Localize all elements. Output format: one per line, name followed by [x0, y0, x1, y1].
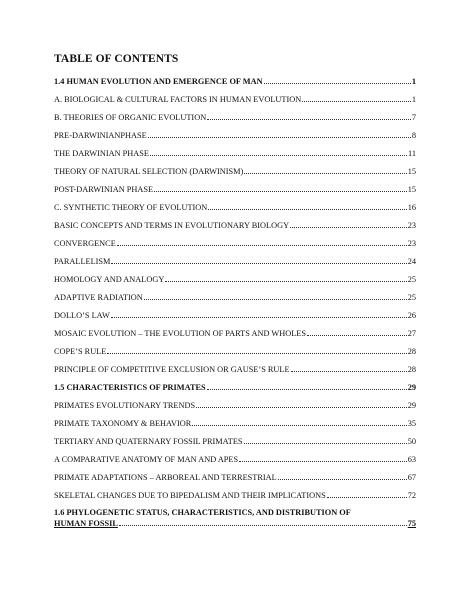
toc-leader	[244, 166, 406, 174]
toc-entry-label: ADAPTIVE RADIATION	[54, 293, 143, 302]
toc-entry-label: B. THEORIES OF ORGANIC EVOLUTION	[54, 113, 207, 122]
toc-leader	[111, 256, 406, 264]
toc-entry[interactable]	[54, 148, 416, 159]
toc-entry-page: 15	[407, 185, 416, 194]
toc-entry-last-line2-row	[54, 518, 416, 529]
toc-leader	[239, 454, 407, 462]
toc-entry-page: 1	[411, 77, 416, 86]
toc-entry-last-line2: HUMAN FOSSIL	[54, 519, 118, 528]
toc-entry[interactable]	[54, 220, 416, 231]
toc-leader	[327, 490, 407, 498]
toc-entry-page: 24	[407, 257, 416, 266]
toc-entry[interactable]	[54, 166, 416, 177]
toc-entry-page: 23	[407, 221, 416, 230]
toc-entry[interactable]	[54, 130, 416, 141]
toc-entry-page: 29	[407, 401, 416, 410]
toc-entry-page: 67	[407, 473, 416, 482]
toc-entry-page: 25	[407, 275, 416, 284]
toc-entry-page: 16	[407, 203, 416, 212]
toc-entry-label: CONVERGENCE	[54, 239, 116, 248]
toc-leader	[302, 94, 411, 102]
toc-entry-page: 28	[407, 347, 416, 356]
toc-entry-label: THEORY OF NATURAL SELECTION (DARWINISM)	[54, 167, 244, 176]
toc-entry-page: 35	[407, 419, 416, 428]
toc-leader	[107, 346, 406, 354]
toc-leader	[207, 382, 407, 390]
toc-entry-page: 15	[407, 167, 416, 176]
toc-entry[interactable]	[54, 202, 416, 213]
toc-leader	[207, 112, 411, 120]
toc-entry-page: 63	[407, 455, 416, 464]
toc-entry-label: PRIMATES EVOLUTIONARY TRENDS	[54, 401, 196, 410]
toc-leader	[154, 184, 407, 192]
toc-entry-last[interactable]	[54, 508, 416, 529]
toc-leader	[307, 328, 407, 336]
toc-leader	[119, 518, 407, 526]
toc-entry-page: 23	[407, 239, 416, 248]
toc-entry[interactable]	[54, 274, 416, 285]
toc-entry[interactable]	[54, 418, 416, 429]
toc-leader	[117, 238, 407, 246]
toc-entry-label: TERTIARY AND QUATERNARY FOSSIL PRIMATES	[54, 437, 243, 446]
toc-leader	[244, 436, 407, 444]
toc-entry-label: A. BIOLOGICAL & CULTURAL FACTORS IN HUMAN EVOLUTION	[54, 95, 302, 104]
toc-entry-label: MOSAIC EVOLUTION – THE EVOLUTION OF PARTS AND WHOLES	[54, 329, 306, 338]
toc-entry-label: PARALLELISM	[54, 257, 111, 266]
toc-entry[interactable]	[54, 382, 416, 393]
toc-entry-page: 28	[407, 365, 416, 374]
toc-entry-label: BASIC CONCEPTS AND TERMS IN EVOLUTIONARY BIOLOGY	[54, 221, 290, 230]
toc-entry-label: PRIMATE TAXONOMY & BEHAVIOR	[54, 419, 192, 428]
toc-leader	[290, 220, 407, 228]
toc-entry-page: 75	[407, 519, 416, 528]
toc-leader	[111, 310, 407, 318]
toc-entry[interactable]	[54, 400, 416, 411]
toc-leader	[192, 418, 406, 426]
toc-entry-label: C. SYNTHETIC THEORY OF EVOLUTION	[54, 203, 208, 212]
toc-entry-page: 26	[407, 311, 416, 320]
toc-entry[interactable]	[54, 346, 416, 357]
toc-entry[interactable]	[54, 94, 416, 105]
toc-entry[interactable]	[54, 454, 416, 465]
toc-entry-label: HOMOLOGY AND ANALOGY	[54, 275, 165, 284]
toc-entry-label: PRIMATE ADAPTATIONS – ARBOREAL AND TERRESTRIAL	[54, 473, 277, 482]
toc-entry-page: 7	[411, 113, 416, 122]
toc-entry-page: 50	[407, 437, 416, 446]
toc-leader	[148, 130, 411, 138]
toc-entry-page: 29	[407, 383, 416, 392]
toc-entry[interactable]	[54, 256, 416, 267]
toc-leader	[165, 274, 406, 282]
toc-entry[interactable]	[54, 238, 416, 249]
toc-entry-label: PRINCIPLE OF COMPETITIVE EXCLUSION OR GAUSE’S RULE	[54, 365, 290, 374]
toc-entry-last-line1: 1.6 PHYLOGENETIC STATUS, CHARACTERISTICS, AND DISTRIBUTION OF	[54, 508, 351, 517]
toc-entry[interactable]	[54, 76, 416, 87]
toc-leader	[278, 472, 407, 480]
toc-entry-page: 25	[407, 293, 416, 302]
toc-leader	[264, 76, 411, 84]
toc-entry-label: SKELETAL CHANGES DUE TO BIPEDALISM AND THEIR IMPLICATIONS	[54, 491, 326, 500]
toc-entry-label: 1.5 CHARACTERISTICS OF PRIMATES	[54, 383, 206, 392]
toc-entry-label: 1.4 HUMAN EVOLUTION AND EMERGENCE OF MAN	[54, 77, 263, 86]
toc-entry-page: 27	[407, 329, 416, 338]
toc-leader	[196, 400, 407, 408]
toc-entry[interactable]	[54, 112, 416, 123]
toc-entry-page: 72	[407, 491, 416, 500]
toc-entry-label: PRE-DARWINIANPHASE	[54, 131, 147, 140]
toc-entry-label: DOLLO’S LAW	[54, 311, 110, 320]
toc-entry[interactable]	[54, 184, 416, 195]
toc-leader	[208, 202, 406, 210]
toc-entry[interactable]	[54, 436, 416, 447]
toc-entry-label: A COMPARATIVE ANATOMY OF MAN AND APES	[54, 455, 239, 464]
toc-entry[interactable]	[54, 310, 416, 321]
toc-entry[interactable]	[54, 328, 416, 339]
toc-entry[interactable]	[54, 472, 416, 483]
toc-entry-label: COPE’S RULE	[54, 347, 107, 356]
toc-entry[interactable]	[54, 490, 416, 501]
toc-entry[interactable]	[54, 292, 416, 303]
toc-leader	[144, 292, 407, 300]
toc-entry-page: 11	[408, 149, 416, 158]
toc-entry[interactable]	[54, 364, 416, 375]
toc-entry-page: 1	[411, 95, 416, 104]
toc-entry-label: THE DARWINIAN PHASE	[54, 149, 149, 158]
toc-entry-label: POST-DARWINIAN PHASE	[54, 185, 154, 194]
toc-leader	[150, 148, 407, 156]
toc-title: TABLE OF CONTENTS	[54, 53, 179, 65]
toc-entry-page: 8	[411, 131, 416, 140]
toc-leader	[291, 364, 407, 372]
